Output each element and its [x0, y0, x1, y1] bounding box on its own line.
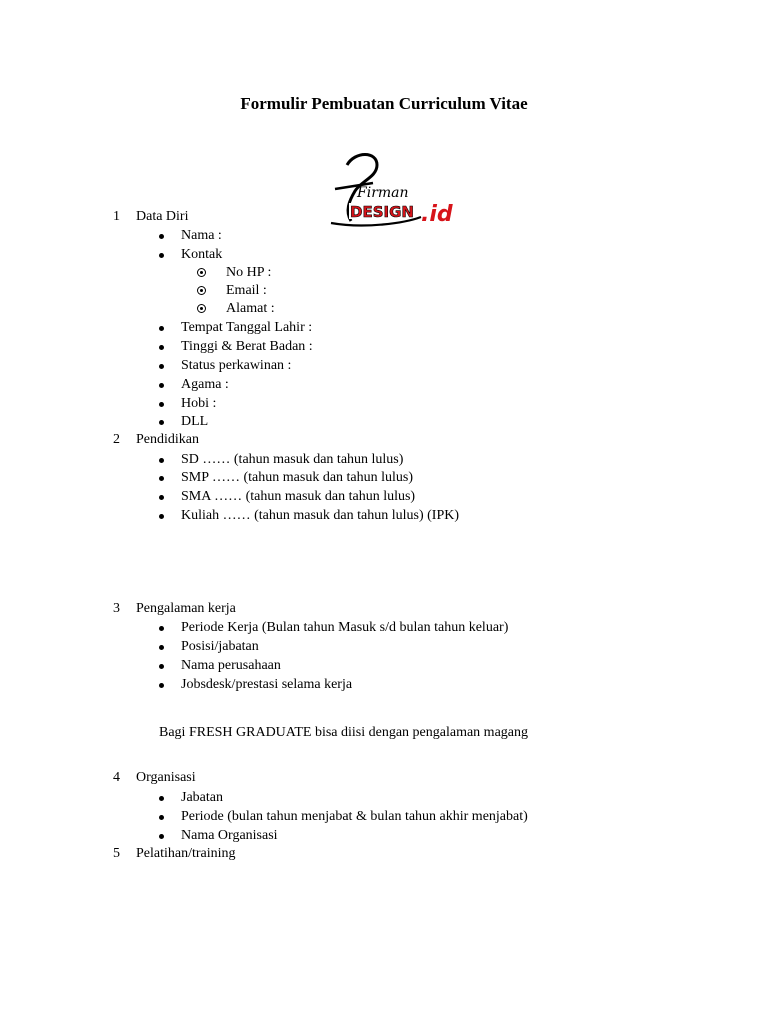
section-2-number: 2: [113, 432, 120, 447]
page-title: Formulir Pembuatan Curriculum Vitae: [240, 94, 528, 113]
section-1-label: Data Diri: [136, 209, 189, 224]
section-3-label: Pengalaman kerja: [136, 601, 236, 616]
section-4-label: Organisasi: [136, 770, 196, 785]
logo-id-text: .id: [421, 202, 453, 227]
radio-bullet-icon: [197, 268, 206, 277]
section-5-number: 5: [113, 846, 120, 861]
fresh-graduate-note: Bagi FRESH GRADUATE bisa diisi dengan pengalaman magang: [159, 725, 529, 740]
section-3-number: 3: [113, 601, 120, 616]
logo-script-text: Firman: [357, 185, 409, 201]
section-2-label: Pendidikan: [136, 432, 199, 447]
section-5-label: Pelatihan/training: [136, 846, 236, 861]
logo-design-text: DESIGN: [350, 203, 414, 221]
radio-bullet-icon: [197, 286, 206, 295]
firman-design-logo: [325, 151, 465, 229]
radio-bullet-icon: [197, 304, 206, 313]
section-1-number: 1: [113, 209, 120, 224]
section-4-number: 4: [113, 770, 120, 785]
